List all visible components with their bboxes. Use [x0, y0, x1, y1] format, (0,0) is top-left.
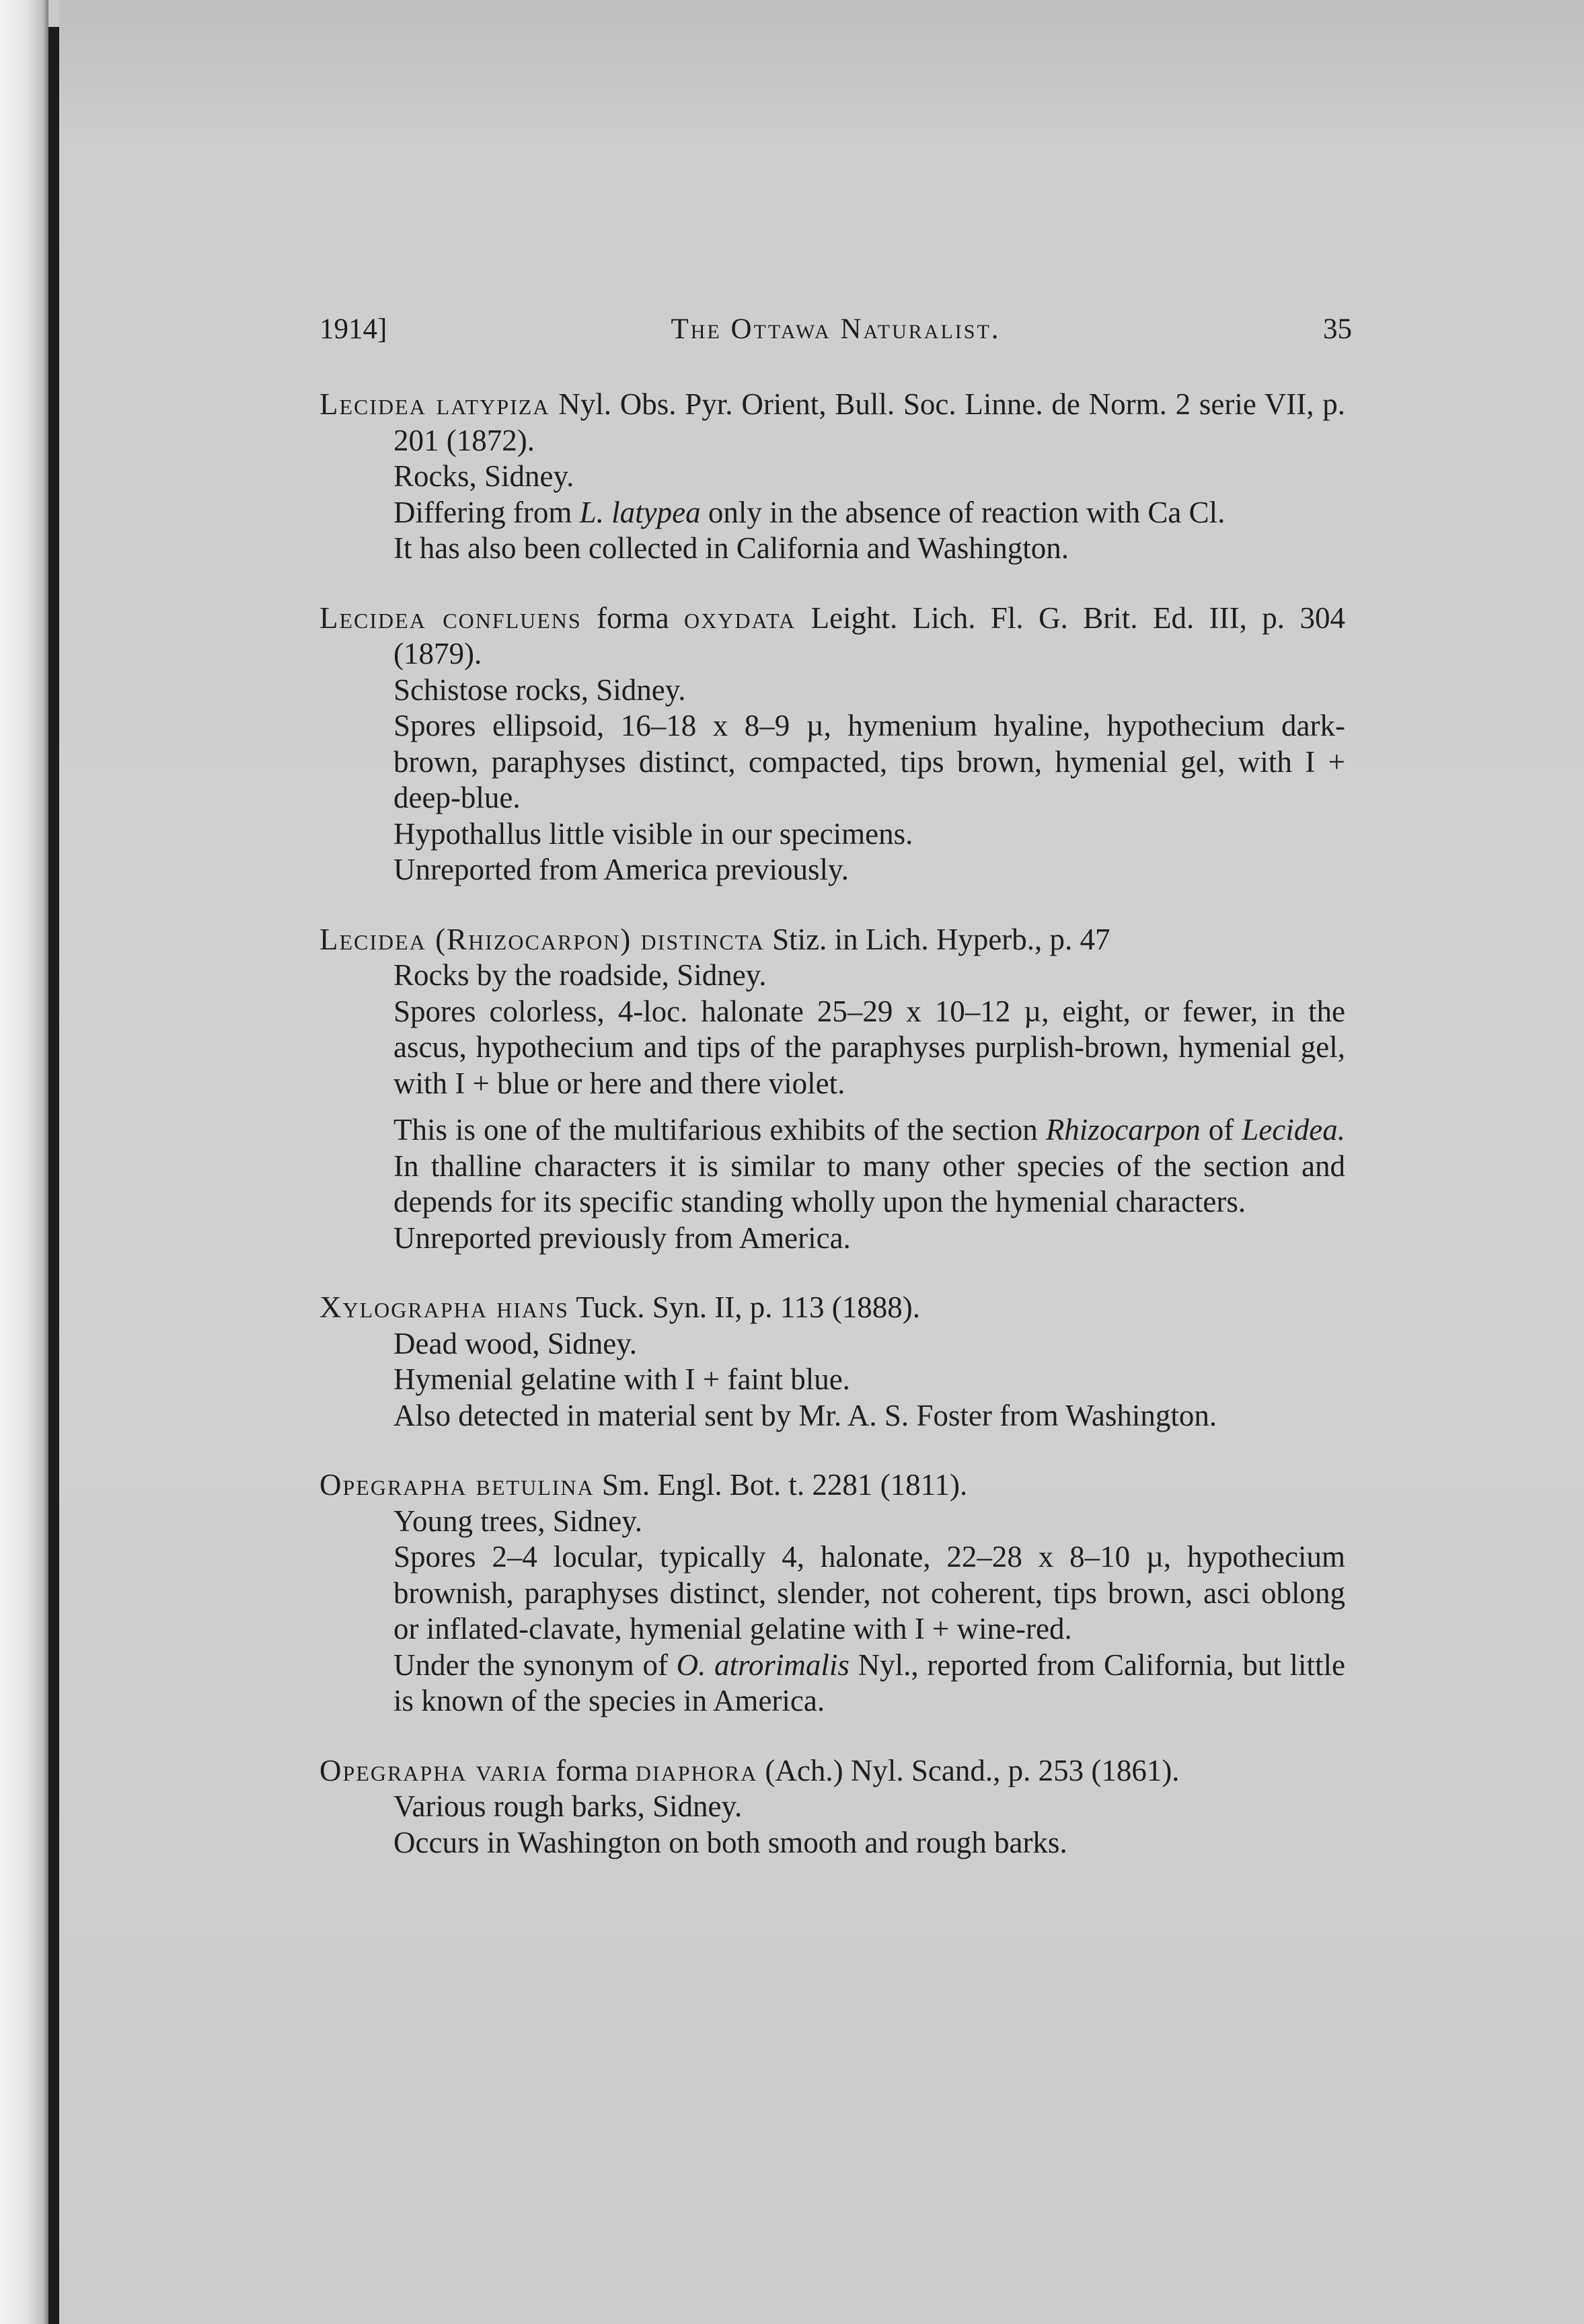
- species-entry: [319, 1753, 1345, 1861]
- note-text: Differing from: [393, 495, 580, 529]
- species-entry: [319, 601, 1345, 888]
- note-paragraph: Hypothallus little visible in our specimens.: [393, 816, 913, 851]
- note-paragraph: Unreported previously from America.: [393, 1221, 851, 1255]
- habitat-line: Young trees, Sidney.: [393, 1504, 643, 1538]
- species-name: Lecidea confluens: [319, 601, 582, 635]
- citation: Nyl. Obs. Pyr. Orient, Bull. Soc. Linne. de Norm. 2 serie VII, p. 201 (1872).: [393, 387, 1345, 457]
- note-italic-name: O. atrorimalis: [676, 1648, 850, 1682]
- note-italic-name: Rhizocarpon: [1045, 1113, 1201, 1147]
- entry-heading: [319, 1290, 1345, 1326]
- header-page-number: 35: [1323, 313, 1352, 345]
- forma-name: oxydata: [684, 601, 796, 635]
- citation: Stiz. in Lich. Hyperb., p. 47: [764, 922, 1110, 956]
- habitat-line: Rocks, Sidney.: [393, 459, 574, 493]
- note-paragraph: [393, 495, 1345, 531]
- note-paragraph: Occurs in Washington on both smooth and rough barks.: [393, 1825, 1067, 1859]
- entry-heading: [319, 922, 1345, 958]
- species-name: Opegrapha betulina: [319, 1468, 595, 1502]
- header-journal-title: The Ottawa Naturalist.: [671, 313, 1001, 345]
- note-text: only in the absence of reaction with Ca Cl.: [700, 495, 1225, 529]
- note-paragraph: Spores 2–4 locular, typically 4, halonate, 22–28 x 8–10 µ, hypothecium brownish, paraphyses distinct, slender, not coherent, tips brown, asci oblong or inflated-clavate, hymenial gelatine with I + wine-red.: [393, 1540, 1345, 1645]
- note-paragraph: Unreported from America previously.: [393, 853, 849, 886]
- note-paragraph: Spores ellipsoid, 16–18 x 8–9 µ, hymenium hyaline, hypothecium dark-brown, paraphyses distinct, compacted, tips brown, hymenial gel, with I + deep-blue.: [393, 709, 1345, 814]
- species-entry: [319, 1467, 1345, 1719]
- subgenus-name: (Rhizocarpon): [426, 922, 641, 956]
- species-entry: [319, 1290, 1345, 1434]
- species-name: distincta: [640, 922, 765, 956]
- entry-heading: [319, 1467, 1345, 1504]
- note-italic-name: L. latypea: [579, 495, 701, 529]
- note-text: In thalline characters it is similar to many other species of the section and depends for its specific standing wholly upon the hymenial characters.: [393, 1149, 1345, 1218]
- page-binding-edge: [48, 27, 59, 2324]
- forma-word: forma: [581, 601, 685, 635]
- genus-name: Lecidea: [319, 922, 426, 956]
- page-body: [319, 387, 1345, 1894]
- note-paragraph: Spores colorless, 4-loc. halonate 25–29 x 10–12 µ, eight, or fewer, in the ascus, hypothecium and tips of the paraphyses purplish-brown, hymenial gel, with I + blue or here and there violet.: [393, 994, 1345, 1100]
- forma-name: diaphora: [635, 1753, 758, 1787]
- species-entry: [319, 922, 1345, 1257]
- habitat-line: Schistose rocks, Sidney.: [393, 672, 686, 707]
- citation: Leight. Lich. Fl. G. Brit. Ed. III, p. 304 (1879).: [393, 601, 1345, 670]
- note-paragraph: Also detected in material sent by Mr. A. S. Foster from Washington.: [393, 1398, 1217, 1432]
- note-paragraph: [393, 1112, 1345, 1221]
- habitat-line: Various rough barks, Sidney.: [393, 1789, 743, 1823]
- species-name: Opegrapha varia: [319, 1753, 548, 1787]
- note-text: Nyl., reported from California, but little is known of the species in America.: [393, 1648, 1345, 1717]
- entry-heading: [319, 1753, 1345, 1789]
- book-gutter: [0, 0, 48, 2324]
- note-italic-name: Lecidea.: [1242, 1113, 1345, 1147]
- entry-heading: [319, 387, 1345, 459]
- note-text: This is one of the multifarious exhibits of the section: [393, 1113, 1046, 1147]
- citation: (Ach.) Nyl. Scand., p. 253 (1861).: [757, 1753, 1180, 1787]
- citation: Tuck. Syn. II, p. 113 (1888).: [568, 1290, 920, 1324]
- citation: Sm. Engl. Bot. t. 2281 (1811).: [594, 1468, 968, 1502]
- note-paragraph: [393, 1648, 1345, 1719]
- note-paragraph: Hymenial gelatine with I + faint blue.: [393, 1362, 850, 1396]
- note-paragraph: It has also been collected in California and Washington.: [393, 531, 1069, 565]
- forma-word: forma: [548, 1753, 636, 1787]
- species-entry: [319, 387, 1345, 567]
- species-name: Lecidea latypiza: [319, 387, 550, 421]
- species-name: Xylographa hians: [319, 1290, 569, 1324]
- note-text: of: [1200, 1113, 1242, 1147]
- habitat-line: Dead wood, Sidney.: [393, 1326, 638, 1360]
- running-header: [319, 313, 1352, 353]
- note-text: Under the synonym of: [393, 1648, 677, 1682]
- header-year: 1914]: [319, 313, 387, 345]
- entry-heading: [319, 601, 1345, 672]
- habitat-line: Rocks by the roadside, Sidney.: [393, 958, 767, 992]
